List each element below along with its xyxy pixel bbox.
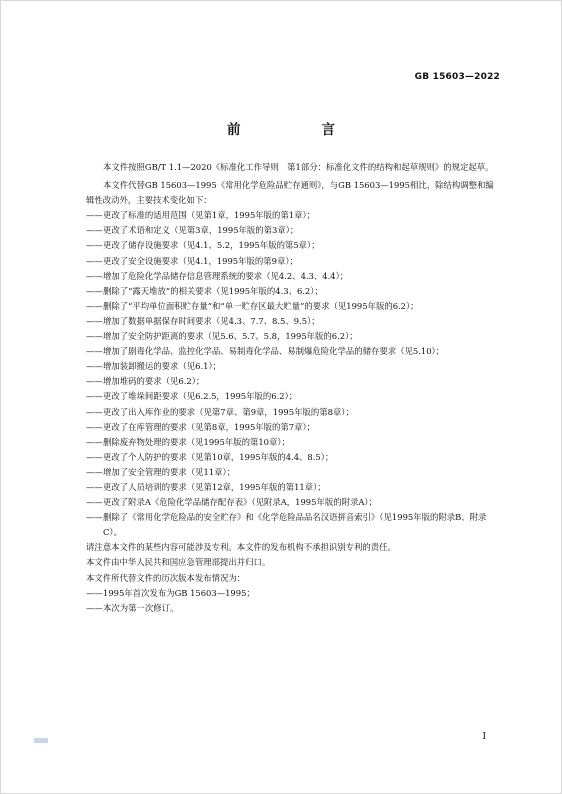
dash-mark: —— xyxy=(86,436,103,447)
list-item: ——更改了储存设施要求（见4.1、5.2，1995年版的第5章）； xyxy=(86,238,500,253)
list-item: ——增加了危险化学品储存信息管理系统的要求（见4.2、4.3、4.4）； xyxy=(86,269,500,284)
list-item: ——更改了附录A《危险化学品储存配存表》（见附录A，1995年版的附录A）； xyxy=(86,495,500,510)
list-item: ——更改了术语和定义（见第3章，1995年版的第3章）； xyxy=(86,223,500,238)
dash-mark: —— xyxy=(86,587,103,598)
list-item: ——增加堆码的要求（见6.2）； xyxy=(86,374,500,389)
list-item: ——删除了《常用化学危险品的安全贮存》和《化学危险品品名汉语拼音索引》（见1995年版的附录B、附录C）。 xyxy=(86,512,487,538)
dash-mark: —— xyxy=(86,497,103,508)
list-item: ——更改了在库管理的要求（见第8章，1995年版的第7章）； xyxy=(86,420,500,435)
standard-code: GB 15603—2022 xyxy=(414,72,500,82)
document-body xyxy=(86,160,500,616)
list-item: ——删除了“平均单位面积贮存量”和“单一贮存区最大贮量”的要求（见1995年版的6.2）； xyxy=(86,299,500,314)
changes-list xyxy=(86,208,500,540)
dash-mark: —— xyxy=(86,255,103,266)
list-item: ——更改了个人防护的要求（见第10章，1995年版的4.4、8.5）； xyxy=(86,450,500,465)
intro-paragraph: 本文件按照GB/T 1.1—2020《标准化工作导则 第1部分：标准化文件的结构和起草规则》的规定起草。 xyxy=(103,162,494,172)
dash-mark: —— xyxy=(86,240,103,251)
patent-note: 请注意本文件的某些内容可能涉及专利。本文件的发布机构不承担识别专利的责任。 xyxy=(86,542,396,553)
list-item: ——更改了人员培训的要求（见第12章，1995年版的第11章）； xyxy=(86,480,500,495)
list-item: ——1995年首次发布为GB 15603—1995； xyxy=(86,586,500,601)
dash-mark: —— xyxy=(86,481,103,492)
list-item: ——更改了出入库作业的要求（见第7章、第9章，1995年版的第8章）； xyxy=(86,405,500,420)
history-list xyxy=(86,586,500,616)
dash-mark: —— xyxy=(86,285,103,296)
page-number: I xyxy=(482,732,486,742)
dash-mark: —— xyxy=(86,300,103,311)
list-item: ——增加了数据单据保存时间要求（见4.3、7.7、8.5、9.5）； xyxy=(86,314,500,329)
dash-mark: —— xyxy=(86,391,103,402)
list-item: ——更改了堆垛间距要求（见6.2.5，1995年版的6.2）； xyxy=(86,389,500,404)
list-item: ——删除废弃物处理的要求（见1995年版的第10章）； xyxy=(86,435,500,450)
replacement-paragraph: 本文件代替GB 15603—1995《常用化学危险品贮存通则》，与GB 15603—1995相比，除结构调整和编辑性改动外，主要技术变化如下： xyxy=(86,180,494,206)
dash-mark: —— xyxy=(86,466,103,477)
list-item: ——本次为第一次修订。 xyxy=(86,601,500,616)
dash-mark: —— xyxy=(86,421,103,432)
scan-mark xyxy=(34,738,48,743)
list-item: ——更改了标准的适用范围（见第1章，1995年版的第1章）； xyxy=(86,208,500,223)
list-item: ——增加了安全防护距离的要求（见5.6、5.7、5.8，1995年版的6.2）； xyxy=(86,329,500,344)
list-item: ——增加了剧毒化学品、监控化学品、易制毒化学品、易制爆危险化学品的储存要求（见5.10）； xyxy=(86,344,500,359)
dash-mark: —— xyxy=(86,406,103,417)
list-item: ——删除了“露天堆放”的相关要求（见1995年版的4.3、6.2）； xyxy=(86,284,500,299)
dash-mark: —— xyxy=(86,225,103,236)
list-item: ——增加了安全管理的要求（见11章）； xyxy=(86,465,500,480)
dash-mark: —— xyxy=(86,451,103,462)
list-item: ——增加装卸搬运的要求（见6.1）； xyxy=(86,359,500,374)
dash-mark: —— xyxy=(86,376,103,387)
proposer-note: 本文件由中华人民共和国应急管理部提出并归口。 xyxy=(86,557,271,568)
dash-mark: —— xyxy=(86,346,103,357)
dash-mark: —— xyxy=(86,512,103,523)
dash-mark: —— xyxy=(86,315,103,326)
dash-mark: —— xyxy=(86,602,103,613)
dash-mark: —— xyxy=(86,331,103,342)
list-item: ——更改了安全设施要求（见4.1，1995年版的第9章）； xyxy=(86,254,500,269)
dash-mark: —— xyxy=(86,270,103,281)
page-title: 前 言 xyxy=(227,122,353,138)
dash-mark: —— xyxy=(86,210,103,221)
dash-mark: —— xyxy=(86,361,103,372)
history-intro: 本文件所代替文件的历次版本发布情况为： xyxy=(86,572,246,583)
